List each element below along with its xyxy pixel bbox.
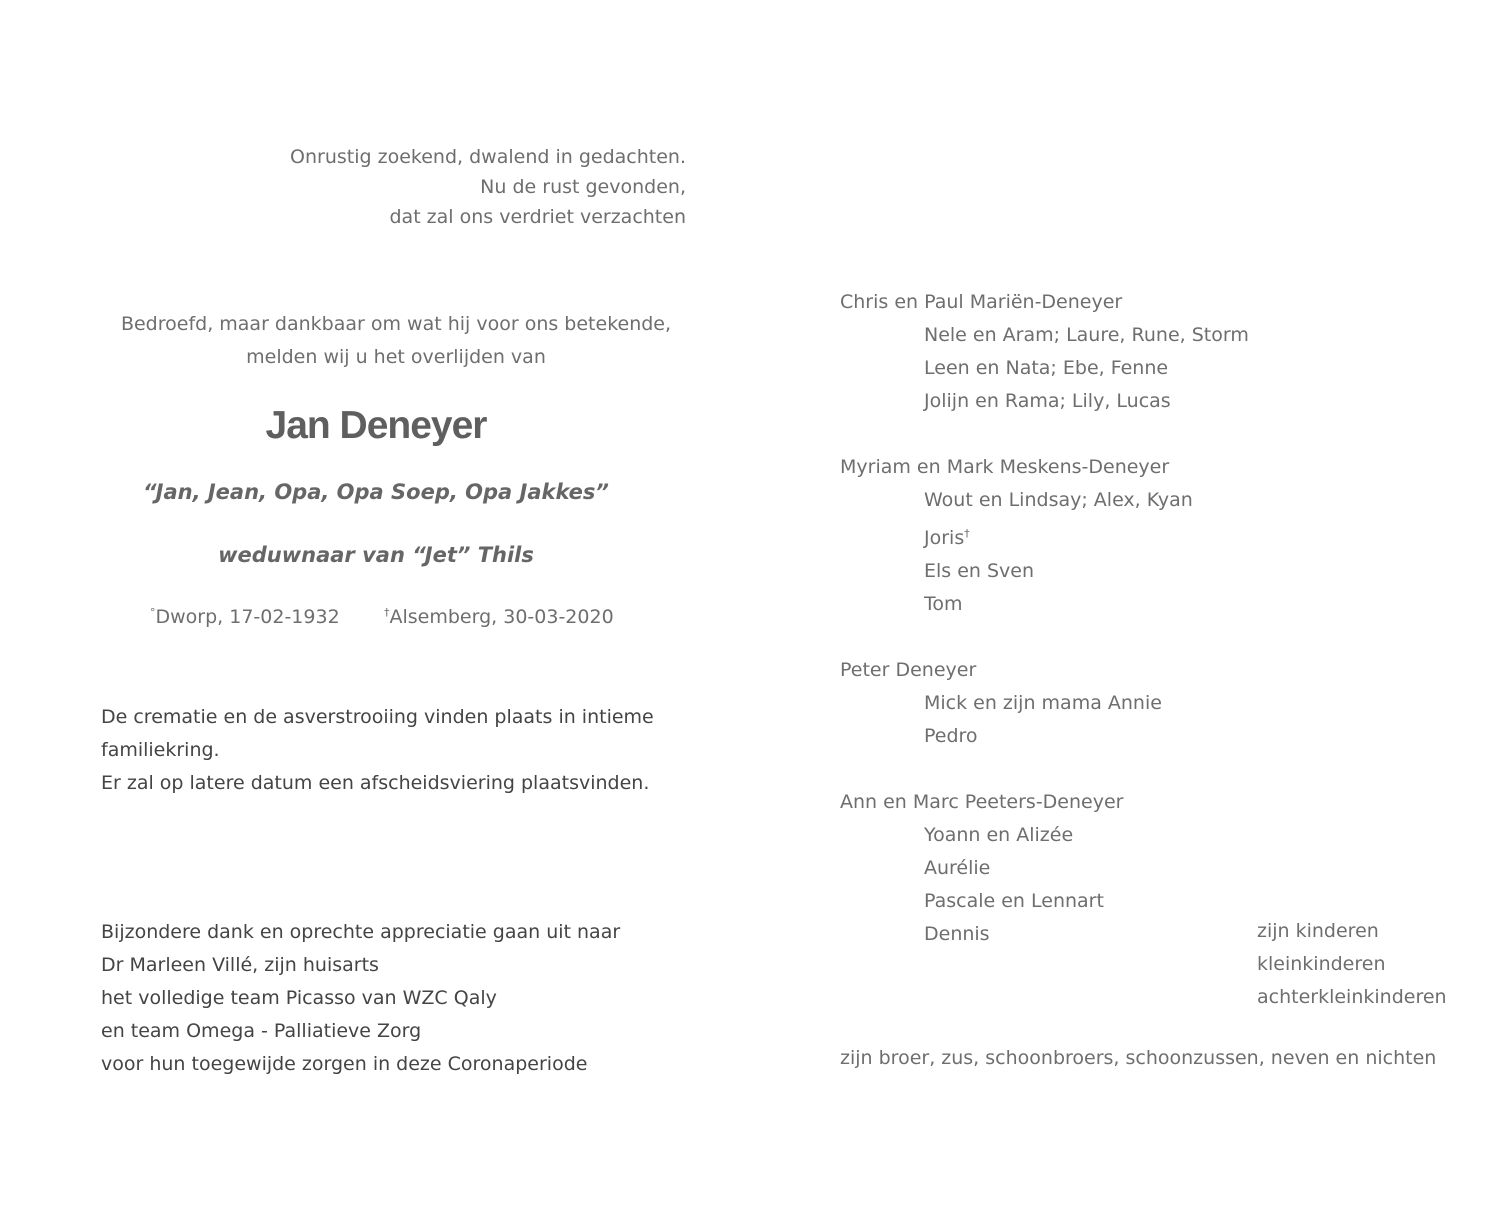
death-date	[384, 606, 614, 628]
family-child	[840, 517, 1249, 555]
birth-symbol: °	[150, 606, 156, 619]
death-text: Alsemberg, 30-03-2020	[389, 606, 614, 628]
family-child: Yoann en Alizée	[924, 824, 1074, 846]
poem-line: dat zal ons verdriet verzachten	[389, 206, 686, 228]
family-child: Dennis	[924, 923, 990, 945]
family-child: Jolijn en Rama; Lily, Lucas	[924, 390, 1171, 412]
announcement	[100, 308, 692, 374]
family-parent: Myriam en Mark Meskens-Deneyer	[840, 456, 1170, 478]
widower-of: weduwnaar van “Jet” Thils	[218, 543, 534, 567]
deceased-name: Jan Deneyer	[265, 404, 487, 447]
announcement-line: Bedroefd, maar dankbaar om wat hij voor ons betekende,	[120, 313, 672, 335]
deceased-nicknames: “Jan, Jean, Opa, Opa Soep, Opa Jakkes”	[143, 480, 609, 504]
family-child-name: Joris	[924, 527, 965, 549]
family-child: Nele en Aram; Laure, Rune, Storm	[924, 324, 1249, 346]
thanks-line: voor hun toegewijde zorgen in deze Coronaperiode	[101, 1053, 588, 1075]
family-child: Wout en Lindsay; Alex, Kyan	[924, 489, 1193, 511]
family-child: Aurélie	[924, 857, 991, 879]
role-label: achterkleinkinderen	[1257, 986, 1447, 1008]
family-list	[840, 286, 1249, 984]
family-child: Pascale en Lennart	[924, 890, 1104, 912]
family-roles	[1257, 915, 1447, 1014]
family-parent: Ann en Marc Peeters-Deneyer	[840, 791, 1124, 813]
family-child: Leen en Nata; Ebe, Fenne	[924, 357, 1169, 379]
announcement-line: melden wij u het overlijden van	[246, 346, 546, 368]
family-child: Pedro	[924, 725, 978, 747]
cremation-line: familiekring.	[101, 739, 220, 761]
extended-family: zijn broer, zus, schoonbroers, schoonzussen, neven en nichten	[840, 1047, 1437, 1069]
death-symbol: †	[384, 606, 390, 619]
family-child: Mick en zijn mama Annie	[924, 692, 1162, 714]
thanks-line: het volledige team Picasso van WZC Qaly	[101, 987, 497, 1009]
family-child: Els en Sven	[924, 560, 1035, 582]
deceased-mark: †	[964, 527, 970, 540]
poem-line: Nu de rust gevonden,	[480, 176, 686, 198]
birth-text: Dworp, 17-02-1932	[155, 606, 340, 628]
family-group	[840, 286, 1249, 418]
role-label: zijn kinderen	[1257, 920, 1379, 942]
family-parent: Chris en Paul Mariën-Deneyer	[840, 291, 1123, 313]
family-parent: Peter Deneyer	[840, 659, 977, 681]
family-child: Tom	[924, 593, 963, 615]
cremation-line: De crematie en de asverstrooiing vinden plaats in intieme	[101, 706, 654, 728]
thanks-line: en team Omega - Palliatieve Zorg	[101, 1020, 422, 1042]
birth-date	[150, 606, 340, 628]
family-group	[840, 654, 1249, 753]
cremation-line: Er zal op latere datum een afscheidsviering plaatsvinden.	[101, 772, 650, 794]
poem	[250, 142, 686, 232]
thanks-line: Bijzondere dank en oprechte appreciatie gaan uit naar	[101, 921, 621, 943]
poem-line: Onrustig zoekend, dwalend in gedachten.	[290, 146, 686, 168]
cremation-info	[101, 701, 654, 800]
family-group	[840, 786, 1249, 951]
thanks	[101, 916, 620, 1081]
role-label: kleinkinderen	[1257, 953, 1386, 975]
thanks-line: Dr Marleen Villé, zijn huisarts	[101, 954, 379, 976]
family-group	[840, 451, 1249, 621]
